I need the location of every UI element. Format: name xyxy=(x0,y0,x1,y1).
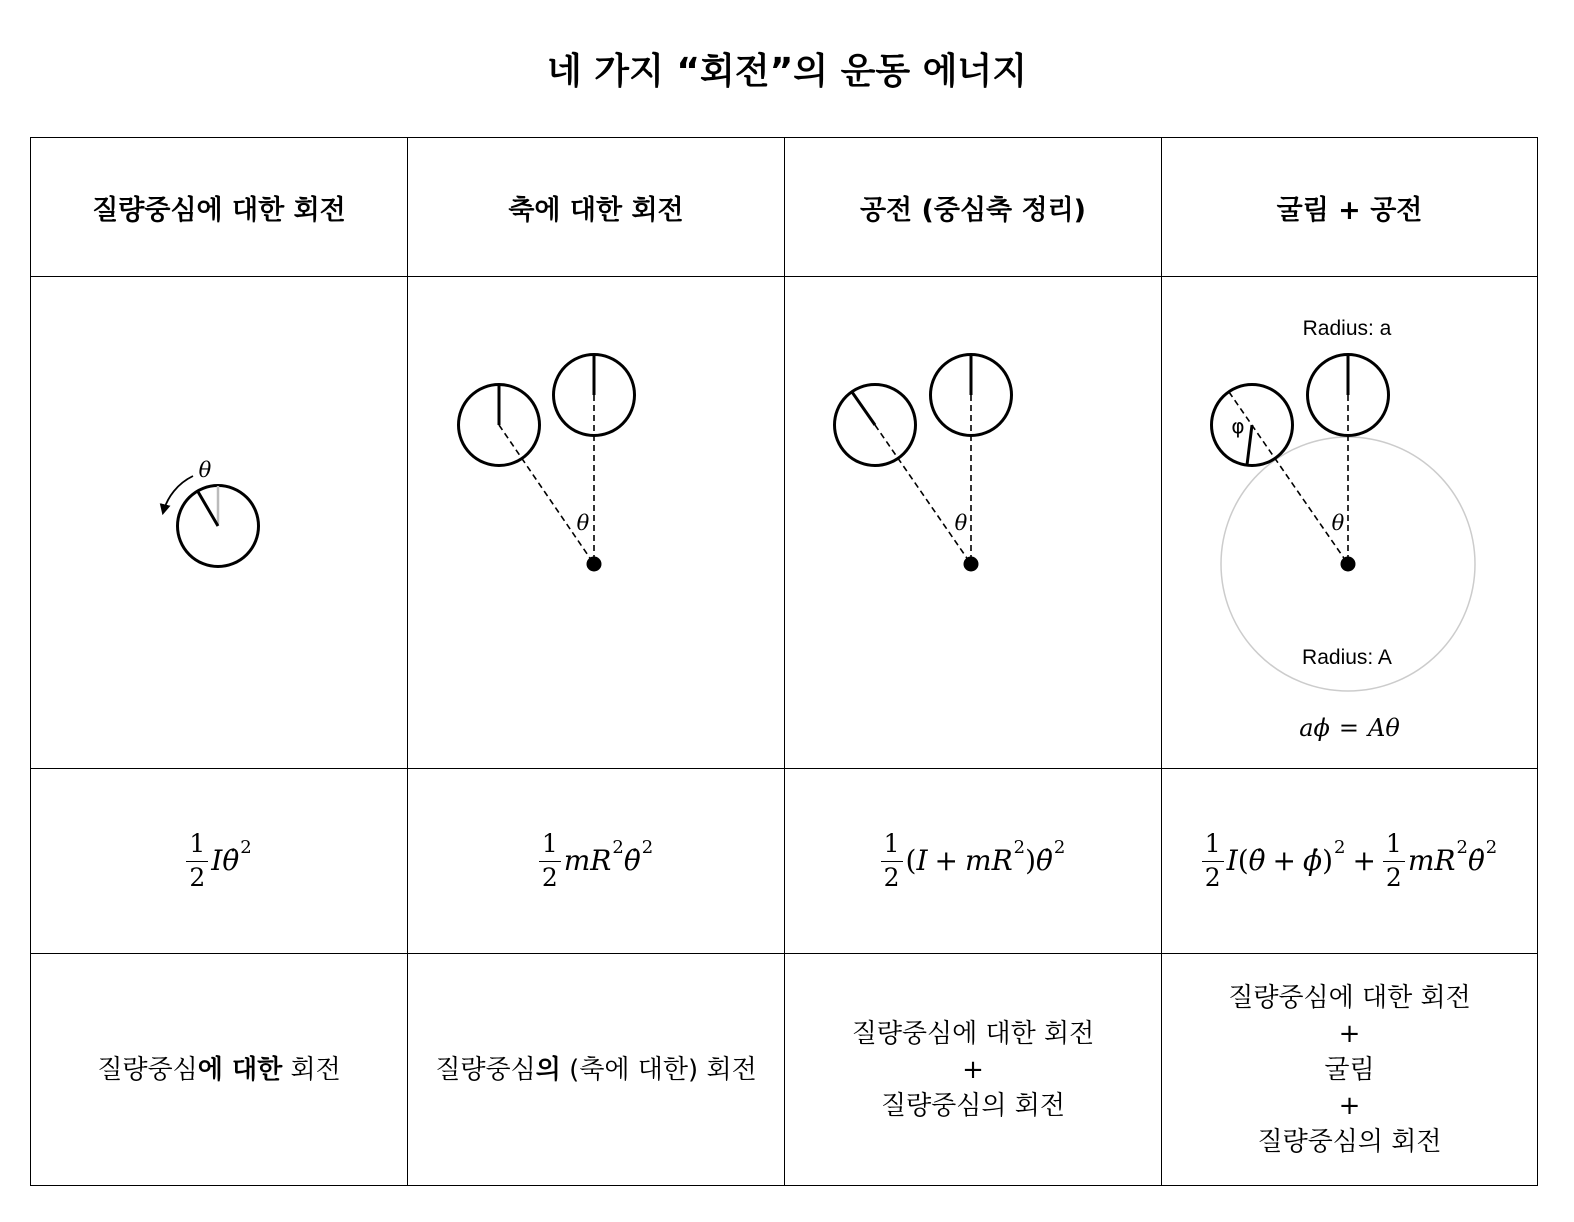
exponent: 2 xyxy=(1485,837,1498,859)
pivot-point xyxy=(587,557,602,572)
diagram-rolling-revolution xyxy=(1162,277,1537,768)
header-label: 공전 (중심축 정리) xyxy=(859,194,1087,226)
exponent: 2 xyxy=(1334,837,1346,859)
fraction-one-half xyxy=(186,831,208,891)
large-radius-symbol: A xyxy=(1367,714,1386,742)
open-paren: ( xyxy=(905,843,917,877)
diagram-cell-revolution xyxy=(785,277,1161,768)
description-text: 회전 xyxy=(282,1054,341,1085)
fraction-numerator: 1 xyxy=(186,831,208,861)
orbit-radius-dashed-line xyxy=(875,425,971,564)
angle-label-phi: φ xyxy=(1231,414,1245,438)
diagram-axis-rotation xyxy=(408,277,784,768)
angle-label-theta: θ xyxy=(576,511,590,535)
inertia-symbol: I xyxy=(211,843,223,877)
mass-symbol: m xyxy=(1407,843,1435,877)
inertia-symbol: I xyxy=(1226,843,1238,877)
angle-label-theta: θ xyxy=(954,511,968,535)
description-rolling-revolution xyxy=(1162,954,1537,1185)
fraction-one-half xyxy=(1202,831,1224,891)
diagram-com-rotation xyxy=(31,277,407,768)
theta-dot-symbol: θ̇ xyxy=(1248,843,1266,877)
phi-dot-symbol: ϕ̇ xyxy=(1302,843,1323,877)
formula-cell-rolling-revolution xyxy=(1162,769,1537,953)
fraction-denominator: 2 xyxy=(1204,862,1221,892)
angle-label-theta: θ xyxy=(198,458,212,482)
header-label: 축에 대한 회전 xyxy=(508,194,684,226)
description-axis-rotation xyxy=(408,954,784,1185)
inertia-symbol: I xyxy=(916,843,928,877)
header-com-rotation xyxy=(31,138,407,276)
exponent: 2 xyxy=(641,837,654,859)
formula-cell-axis-rotation xyxy=(408,769,784,953)
description-line: 질량중심의 회전 xyxy=(880,1090,1066,1121)
description-text: (축에 대한) 회전 xyxy=(560,1054,757,1085)
radius-symbol: R xyxy=(1434,843,1456,877)
angle-label-theta: θ xyxy=(1331,511,1345,535)
formula-cell-com-rotation xyxy=(31,769,407,953)
kinetic-energy-formula xyxy=(881,831,1066,891)
fraction-numerator: 1 xyxy=(1383,831,1405,861)
kinetic-energy-formula xyxy=(1202,831,1498,891)
description-line: 질량중심의 회전 xyxy=(1257,1126,1442,1157)
equals-sign: = xyxy=(1338,714,1359,742)
kinetic-energy-formula xyxy=(539,831,653,891)
exponent: 2 xyxy=(1456,837,1468,859)
plus-sign: + xyxy=(1272,843,1296,877)
header-label: 굴림 + 공전 xyxy=(1276,194,1423,226)
diagram-cell-rolling-revolution xyxy=(1162,277,1537,768)
diagram-cell-axis-rotation xyxy=(408,277,784,768)
fraction-denominator: 2 xyxy=(1385,862,1402,892)
plus-sign: + xyxy=(1352,843,1376,877)
radius-symbol: R xyxy=(590,843,612,877)
description-line: 질량중심에 대한 회전 xyxy=(1228,982,1471,1013)
description-revolution xyxy=(785,954,1161,1185)
header-rolling-revolution xyxy=(1162,138,1537,276)
fraction-denominator: 2 xyxy=(189,862,206,892)
fraction-one-half xyxy=(1383,831,1405,891)
mass-symbol: m xyxy=(563,843,591,877)
fraction-numerator: 1 xyxy=(539,831,561,861)
exponent: 2 xyxy=(1013,837,1026,859)
description-line xyxy=(435,1052,756,1088)
exponent: 2 xyxy=(612,837,624,859)
theta-dot-symbol: θ̇ xyxy=(1467,843,1485,877)
formula-cell-revolution xyxy=(785,769,1161,953)
description-emphasis: 의 xyxy=(535,1054,561,1085)
description-com-rotation xyxy=(31,954,407,1185)
fraction-one-half xyxy=(881,831,903,891)
description-text: 질량중심 xyxy=(97,1054,198,1085)
fraction-denominator: 2 xyxy=(541,862,558,892)
header-label: 질량중심에 대한 회전 xyxy=(92,194,346,226)
description-plus: + xyxy=(1338,1090,1361,1121)
description-line: 질량중심에 대한 회전 xyxy=(851,1018,1095,1049)
description-emphasis: 에 대한 xyxy=(197,1054,283,1085)
theta-dot-symbol: θ̇ xyxy=(1036,843,1053,877)
close-paren: ) xyxy=(1322,843,1333,877)
description-plus: + xyxy=(1338,1018,1361,1049)
header-axis-rotation xyxy=(408,138,784,276)
fraction-one-half xyxy=(539,831,561,891)
description-text: 질량중심 xyxy=(435,1054,536,1085)
orbit-radius-dashed-line xyxy=(499,425,594,564)
fraction-numerator: 1 xyxy=(881,831,903,861)
mass-symbol: m xyxy=(965,843,992,877)
theta-dot-symbol: θ̇ xyxy=(623,843,641,877)
small-radius-symbol: a xyxy=(1299,714,1314,742)
diagram-cell-com-rotation xyxy=(31,277,407,768)
description-line xyxy=(97,1052,340,1088)
close-paren: ) xyxy=(1025,843,1037,877)
description-plus: + xyxy=(962,1054,984,1085)
pivot-point xyxy=(964,557,979,572)
small-radius-label: Radius: a xyxy=(1302,317,1392,340)
exponent: 2 xyxy=(240,837,252,859)
phi-symbol: ϕ xyxy=(1313,714,1330,742)
page-title: 네 가지 “회전”의 운동 에너지 xyxy=(547,51,1027,92)
comparison-table xyxy=(30,137,1538,1186)
large-radius-label: Radius: A xyxy=(1302,646,1392,669)
header-revolution xyxy=(785,138,1161,276)
kinetic-energy-formula xyxy=(186,831,251,891)
open-paren: ( xyxy=(1237,843,1249,877)
diagram-revolution xyxy=(785,277,1161,768)
plus-sign: + xyxy=(934,843,958,877)
description-line: 굴림 xyxy=(1324,1054,1375,1085)
pivot-point xyxy=(1341,557,1356,572)
fraction-numerator: 1 xyxy=(1202,831,1224,861)
theta-symbol: θ xyxy=(1385,714,1400,742)
rolling-constraint-equation xyxy=(1162,713,1537,743)
theta-dot-symbol: θ̇ xyxy=(222,843,240,877)
radius-symbol: R xyxy=(991,843,1013,877)
exponent: 2 xyxy=(1053,837,1066,859)
fraction-denominator: 2 xyxy=(883,862,900,892)
